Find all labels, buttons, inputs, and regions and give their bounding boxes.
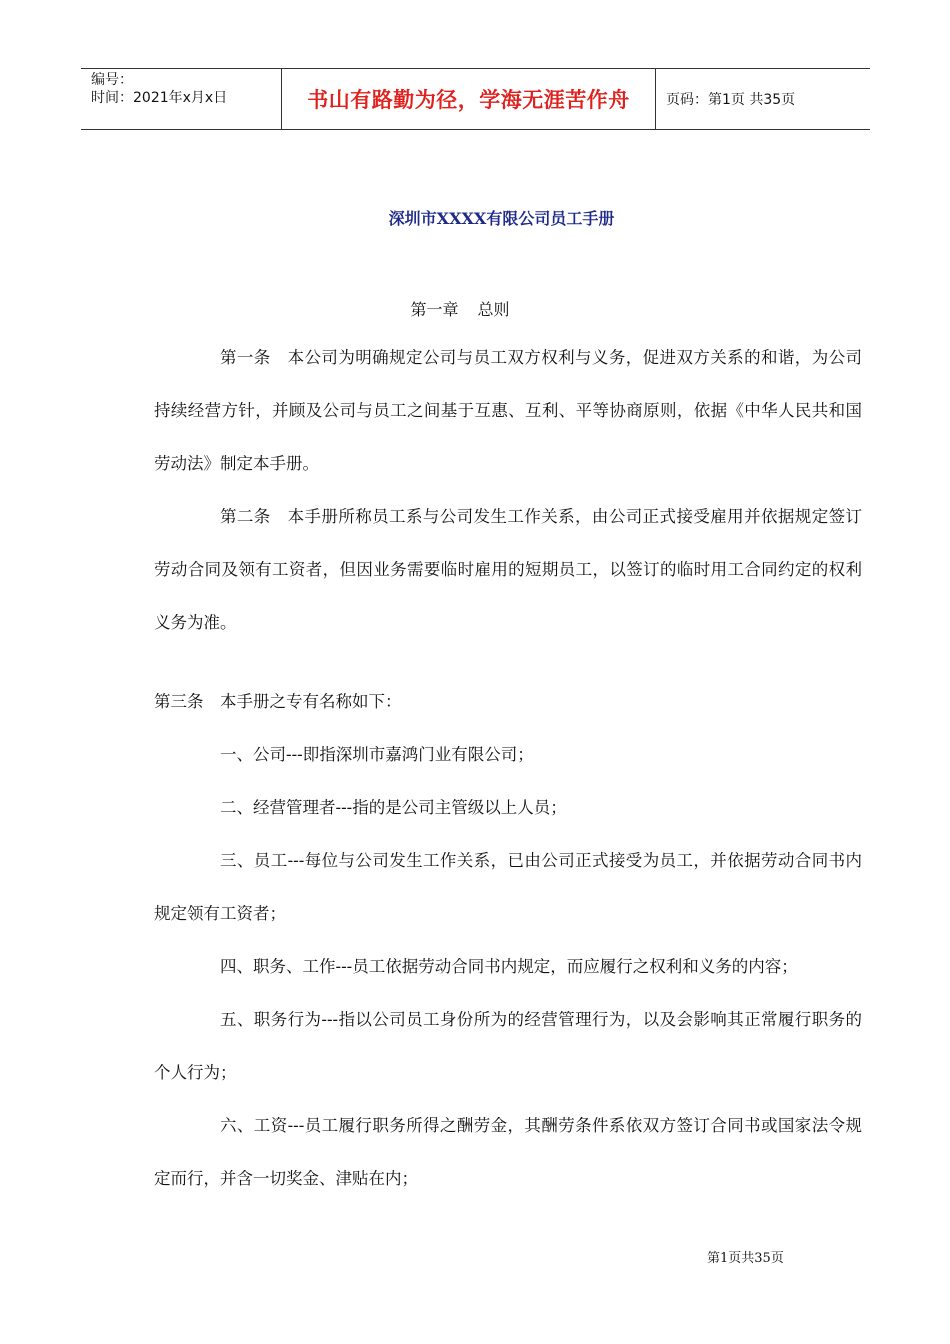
articles-block — [154, 331, 862, 649]
document-number-label: 编号： — [91, 72, 133, 88]
definitions-block — [154, 675, 862, 1205]
article-3: 第三条 本手册之专有名称如下： — [154, 692, 402, 711]
document-time-label: 时间：2021年x月x日 — [91, 90, 228, 106]
article-2: 第二条 本手册所称员工系与公司发生工作关系，由公司正式接受雇用并依据规定签订劳动合同及领有工资者，但因业务需要临时雇用的短期员工，以签订的临时用工合同约定的权利义务为准。 — [154, 507, 862, 632]
document-title: 深圳市XXXX有限公司员工手册 — [388, 209, 615, 228]
definition-item: 四、职务、工作---员工依据劳动合同书内规定，而应履行之权利和义务的内容； — [220, 957, 798, 976]
page-header — [81, 68, 870, 130]
definition-item: 六、工资---员工履行职务所得之酬劳金，其酬劳条件系依双方签订合同书或国家法令规定而行，并含一切奖金、津贴在内； — [154, 1116, 862, 1188]
definition-item: 二、经营管理者---指的是公司主管级以上人员； — [220, 798, 567, 817]
header-motto: 书山有路勤为径，学海无涯苦作舟 — [282, 69, 656, 129]
definition-item: 三、员工---每位与公司发生工作关系，已由公司正式接受为员工，并依据劳动合同书内规定领有工资者； — [154, 851, 862, 923]
article-1: 第一条 本公司为明确规定公司与员工双方权利与义务，促进双方关系的和谐，为公司持续经营方针，并顾及公司与员工之间基于互惠、互利、平等协商原则，依据《中华人民共和国劳动法》制定本手册。 — [154, 348, 862, 473]
header-page-info: 页码：第1页 共35页 — [666, 92, 796, 108]
header-meta — [81, 69, 282, 129]
page-footer: 第1页共35页 — [707, 1251, 784, 1266]
chapter-heading: 第一章 总则 — [410, 300, 510, 319]
definition-item: 一、公司---即指深圳市嘉鸿门业有限公司； — [220, 745, 534, 764]
definition-item: 五、职务行为---指以公司员工身份所为的经营管理行为，以及会影响其正常履行职务的个人行为； — [154, 1010, 862, 1082]
